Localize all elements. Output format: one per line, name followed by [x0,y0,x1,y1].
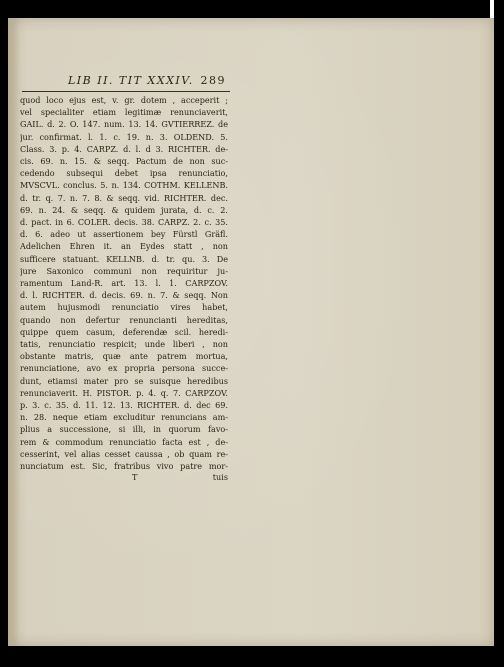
text-line: rem & commodum renunciatio facta est , de- [20,436,228,447]
text-line: autem hujusmodi renunciatio vires habet, [20,302,228,313]
body-text [20,94,228,472]
text-line: dunt, etiamsi mater pro se suisque heredibus [20,375,228,386]
text-line: d. l. RICHTER. d. decis. 69. n. 7. & seqq. Non [20,290,228,301]
text-line: d. tr. q. 7. n. 7. 8. & seqq. vid. RICHTER. dec. [20,192,228,203]
text-line: sufficere statuant. KELLNB. d. tr. qu. 3. De [20,253,228,264]
scan-tape [490,0,494,18]
signature-mark: T [132,472,138,482]
text-line: cesserint, vel alias cesset caussa , ob quam re- [20,448,228,459]
page-number: 289 [200,74,226,87]
text-line: vel specialiter etiam legitimæ renunciaverit, [20,107,228,118]
text-line: jur. confirmat. l. 1. c. 19. n. 3. OLDEND. 5. [20,131,228,142]
header-rule [22,91,230,92]
page-gutter-shadow [8,18,20,646]
text-line: jure Saxonico communi non requiritur ju- [20,265,228,276]
text-line: nunciatum est. Sic, fratribus vivo patre mor- [20,461,228,472]
text-line: Adelichen Ehren it. an Eydes statt , non [20,241,228,252]
text-line: n. 28. neque etiam excluditur renuncians am- [20,412,228,423]
text-line: cedendo subsequi debet ipsa renunciatio, [20,168,228,179]
text-line: plius a successione, si illi, in quorum favo- [20,424,228,435]
catchword: tuis [212,472,228,482]
text-line: quod loco ejus est, v. gr. dotem , acceperit ; [20,95,228,105]
text-line: tatis, renunciatio respicit; unde liberi , non [20,339,228,350]
text-line: renunciatione, avo ex propria persona succe- [20,363,228,374]
book-page [8,18,494,646]
text-line: obstante matris, quæ ante patrem mortua, [20,351,228,362]
text-line: ramentum Land-R. art. 13. l. 1. CARPZOV. [20,278,228,289]
text-line: quippe quem casum, deferendæ scil. heredi- [20,326,228,337]
text-line: Class. 3. p. 4. CARPZ. d. l. d 3. RICHTER. de- [20,143,228,154]
text-line: renunciaverit. H. PISTOR. p. 4. q. 7. CARPZOV. [20,387,228,398]
text-line: d. pact. in 6. COLER. decis. 38. CARPZ. 2. c. 35. [20,217,228,228]
text-line: cis. 69. n. 15. & seqq. Pactum de non suc- [20,156,228,167]
text-line: GAIL. d. 2. O. 147. num. 13. 14. GVTIERREZ. de [20,119,228,130]
text-line: MVSCVL. conclus. 5. n. 134. COTHM. KELLENB. [20,180,228,191]
page-header [20,70,226,90]
text-line: p. 3. c. 35. d. 11. 12. 13. RICHTER. d. dec 69. [20,400,228,411]
running-title: LIB II. TIT XXXIV. [68,74,194,87]
text-line: d. 6. adeo ut assertionem bey Fürstl Gräfl. [20,229,228,240]
text-line: 69. n. 24. & seqq. & quidem jurata, d. c. 2. [20,204,228,215]
text-line: quando non defertur renuncianti hereditas, [20,314,228,325]
